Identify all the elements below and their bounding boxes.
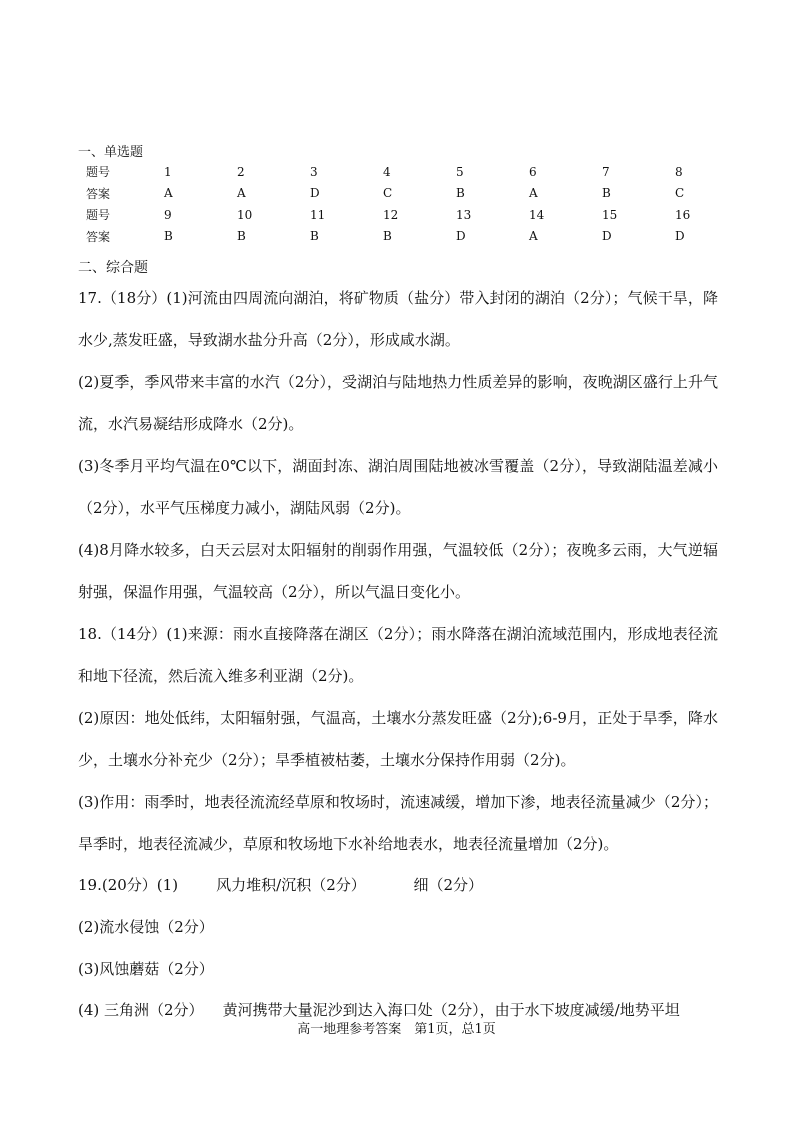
table-cell: 2 bbox=[237, 164, 245, 179]
q18-part1: 18.（14分）(1)来源：雨水直接降落在湖区（2分）；雨水降落在湖泊流域范围内，形成地表径流和地下径流，然后流入维多利亚湖（2分)。 bbox=[78, 625, 718, 685]
table-cell: A bbox=[529, 186, 538, 201]
row-label: 题号 bbox=[86, 165, 111, 180]
table-cell: B bbox=[310, 229, 319, 244]
table-cell: 6 bbox=[529, 164, 537, 179]
table-cell: A bbox=[237, 186, 246, 201]
table-cell: 3 bbox=[310, 164, 318, 179]
table-cell: 12 bbox=[383, 207, 399, 222]
row-label: 答案 bbox=[86, 186, 111, 201]
q17-part3: (3)冬季月平均气温在0℃以下，湖面封冻、湖泊周围陆地被冰雪覆盖（2分），导致湖陆温差减小（2分），水平气压梯度力减小，湖陆风弱（2分)。 bbox=[78, 457, 718, 517]
table-cell: D bbox=[602, 229, 612, 244]
table-cell: 9 bbox=[164, 207, 172, 222]
table-cell: 1 bbox=[164, 164, 172, 179]
table-cell: 13 bbox=[456, 207, 472, 222]
table-cell: 16 bbox=[675, 207, 691, 222]
q17-part1: 17.（18分）(1)河流由四周流向湖泊，将矿物质（盐分）带入封闭的湖泊（2分）；气候干旱，降水少,蒸发旺盛，导致湖水盐分升高（2分），形成咸水湖。 bbox=[78, 289, 718, 349]
table-cell: B bbox=[164, 229, 173, 244]
q17-part2: (2)夏季，季风带来丰富的水汽（2分），受湖泊与陆地热力性质差异的影响，夜晚湖区盛行上升气流，水汽易凝结形成降水（2分)。 bbox=[78, 373, 718, 433]
q19-part1: 19.(20分）(1) 风力堆积/沉积（2分） 细（2分） bbox=[78, 876, 484, 894]
table-cell: D bbox=[675, 229, 685, 244]
table-cell: A bbox=[529, 229, 538, 244]
q19-part4: (4) 三角洲（2分） 黄河携带大量泥沙到达入海口处（2分），由于水下坡度减缓/地势平坦 bbox=[78, 1001, 680, 1019]
q19-part3: (3)风蚀蘑菇（2分） bbox=[78, 960, 214, 978]
table-cell: 4 bbox=[383, 164, 391, 179]
table-row bbox=[86, 204, 748, 226]
table-cell: 10 bbox=[237, 207, 253, 222]
table-row bbox=[86, 183, 748, 205]
table-cell: B bbox=[237, 229, 246, 244]
table-cell: 14 bbox=[529, 207, 545, 222]
table-cell: B bbox=[602, 186, 611, 201]
table-cell: 7 bbox=[602, 164, 610, 179]
q18-part3: (3)作用：雨季时，地表径流流经草原和牧场时，流速减缓，增加下渗，地表径流量减少（2分）；旱季时，地表径流减少，草原和牧场地下水补给地表水，地表径流量增加（2分)。 bbox=[78, 793, 718, 853]
q18-part2: (2)原因：地处低纬，太阳辐射强，气温高，土壤水分蒸发旺盛（2分);6-9月，正处于旱季，降水少，土壤水分补充少（2分）；旱季植被枯萎，土壤水分保持作用弱（2分)。 bbox=[78, 709, 718, 769]
table-cell: D bbox=[310, 186, 320, 201]
row-label: 答案 bbox=[86, 229, 111, 244]
page-footer: 高一地理参考答案 第1页，总1页 bbox=[297, 1022, 496, 1037]
table-cell: 15 bbox=[602, 207, 618, 222]
answer-table bbox=[86, 161, 748, 247]
table-row bbox=[86, 161, 748, 183]
table-cell: C bbox=[675, 186, 685, 201]
table-cell: D bbox=[456, 229, 466, 244]
q19-part2: (2)流水侵蚀（2分） bbox=[78, 918, 214, 936]
table-cell: 5 bbox=[456, 164, 464, 179]
section1-title: 一、单选题 bbox=[78, 145, 144, 160]
table-cell: 11 bbox=[310, 207, 326, 222]
section2-title: 二、综合题 bbox=[78, 260, 148, 276]
table-cell: C bbox=[383, 186, 393, 201]
table-cell: B bbox=[383, 229, 392, 244]
table-cell: A bbox=[164, 186, 173, 201]
q17-part4: (4)8月降水较多，白天云层对太阳辐射的削弱作用强，气温较低（2分）；夜晚多云雨，大气逆辐射强，保温作用强，气温较高（2分），所以气温日变化小。 bbox=[78, 541, 718, 601]
table-cell: B bbox=[456, 186, 465, 201]
table-row bbox=[86, 226, 748, 248]
table-cell: 8 bbox=[675, 164, 683, 179]
row-label: 题号 bbox=[86, 208, 111, 223]
